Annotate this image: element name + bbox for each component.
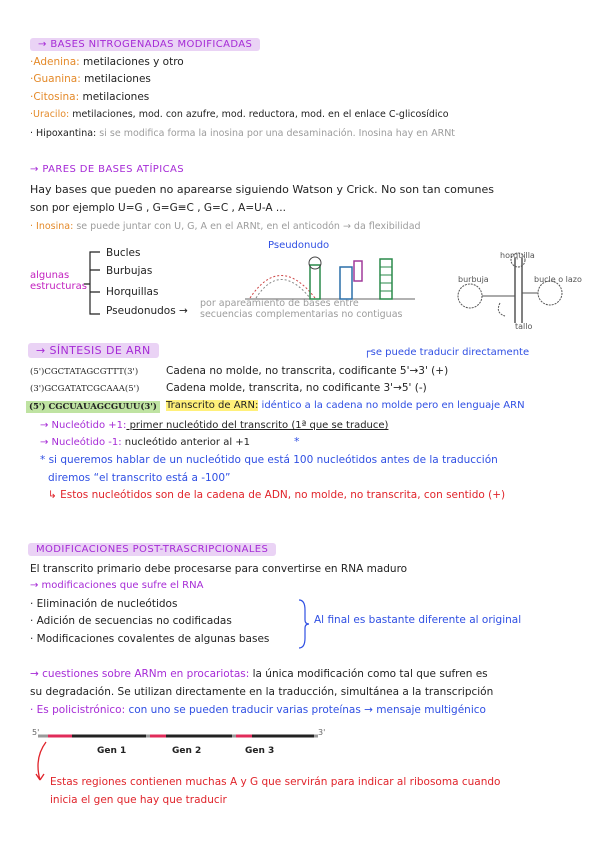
list-item: · Hipoxantina: si se modifica forma la inosina por una desaminación. Inosina hay en ARNt xyxy=(30,128,456,139)
pseudonudo-note: por apareamiento de bases entre secuencias complementarias no contiguas xyxy=(200,298,403,320)
list-item: ·Citosina: metilaciones xyxy=(30,91,150,103)
section-title-modificaciones: MODIFICACIONES POST-TRASCRIPCIONALES xyxy=(28,543,276,556)
estructura-item: Bucles xyxy=(106,247,141,259)
note-translate: ┌se puede traducir directamente xyxy=(364,345,530,358)
pseudonudo-diagram xyxy=(240,253,420,303)
diagram-label: horquilla xyxy=(500,251,535,260)
nucleotide-minus1: → Nucleótido -1: nucleótido anterior al +1 xyxy=(40,437,251,448)
note-line: diremos “el transcrito está a -100” xyxy=(48,472,231,484)
note-line: Estas regiones contienen muchas A y G que servirán para indicar al ribosoma cuando xyxy=(50,776,501,788)
sub-title: → modificaciones que sufre el RNA xyxy=(30,580,204,591)
list-item: ·Guanina: metilaciones xyxy=(30,73,151,85)
paragraph-line: Hay bases que pueden no aparearse siguiendo Watson y Crick. No son tan comunes xyxy=(30,183,495,196)
paragraph-line: El transcrito primario debe procesarse para convertirse en RNA maduro xyxy=(30,563,408,575)
list-item: · Adición de secuencias no codificadas xyxy=(30,615,232,627)
note-line: ↳ Estos nucleótidos son de la cadena de ADN, no molde, no transcrita, con sentido (+) xyxy=(48,489,506,501)
estructura-item: Horquillas xyxy=(106,286,159,298)
nucleotide-plus1: → Nucleótido +1: primer nucleótido del transcrito (1ª que se traduce) xyxy=(40,420,389,431)
strand-end-3: 3' xyxy=(318,728,326,737)
brace-note: Al final es bastante diferente al original xyxy=(314,614,522,626)
bracket-icon xyxy=(82,248,104,318)
strand-end-5: 5' xyxy=(32,728,40,737)
gene-label: Gen 1 xyxy=(97,746,127,756)
estructura-item: Pseudonudos → xyxy=(106,305,188,317)
rna-desc: Transcrito de ARN: idéntico a la cadena no molde pero en lenguaje ARN xyxy=(166,400,525,411)
section-title-atipicas: → PARES DE BASES ATÍPICAS xyxy=(30,164,184,175)
gene-label: Gen 2 xyxy=(172,746,202,756)
paragraph-line: · Es policistrónico: con uno se pueden traducir varias proteínas → mensaje multigénico xyxy=(30,704,486,716)
estructuras-label: algunas estructuras xyxy=(30,270,87,292)
diagram-label: tallo xyxy=(515,322,533,331)
brace-icon xyxy=(296,598,310,650)
paragraph-line: → cuestiones sobre ARNm en procariotas: la única modificación como tal que sufren es xyxy=(30,668,488,680)
rna-seq: (5') CGCUAUAGCGUUU(3') xyxy=(26,401,160,413)
diagram-label: burbuja xyxy=(458,275,489,284)
note-line: inicia el gen que hay que traducir xyxy=(50,794,227,806)
dna-desc: Cadena no molde, no transcrita, codificante 5'→3' (+) xyxy=(166,365,449,377)
rna-structures-diagram xyxy=(440,248,580,333)
note-line: * si queremos hablar de un nucleótido que está 100 nucleótidos antes de la traducción xyxy=(40,454,498,466)
section-title-bases: → BASES NITROGENADAS MODIFICADAS xyxy=(30,38,260,51)
dna-seq: (3')GCGATATCGCAAA(5') xyxy=(30,384,140,394)
paragraph-line: son por ejemplo U=G , G=G≡C , G=C , A=U-A ... xyxy=(30,202,286,214)
list-item: ·Adenina: metilaciones y otro xyxy=(30,56,184,68)
section-title-sintesis: → SÍNTESIS DE ARN xyxy=(28,343,159,358)
dna-desc: Cadena molde, transcrita, no codificante 3'→5' (-) xyxy=(166,382,427,394)
estructura-item: Burbujas xyxy=(106,265,153,277)
list-item: ·Uracilo: metilaciones, mod. con azufre, mod. reductora, mod. en el enlace C-glicosídico xyxy=(30,109,449,120)
paragraph-line: su degradación. Se utilizan directamente en la traducción, simultánea a la transcripción xyxy=(30,686,494,698)
pseudonudo-caption: Pseudonudo xyxy=(268,240,330,251)
list-item: · Inosina: se puede juntar con U, G, A en el ARNt, en el anticodón → da flexibilidad xyxy=(30,221,421,232)
arrow-icon xyxy=(30,740,52,788)
list-item: · Modificaciones covalentes de algunas bases xyxy=(30,633,270,645)
diagram-label: bucle o lazo xyxy=(534,275,582,284)
gene-label: Gen 3 xyxy=(245,746,275,756)
list-item: · Eliminación de nucleótidos xyxy=(30,598,178,610)
dna-seq: (5')CGCTATAGCGTTT(3') xyxy=(30,367,139,377)
star-mark: * xyxy=(294,435,300,448)
